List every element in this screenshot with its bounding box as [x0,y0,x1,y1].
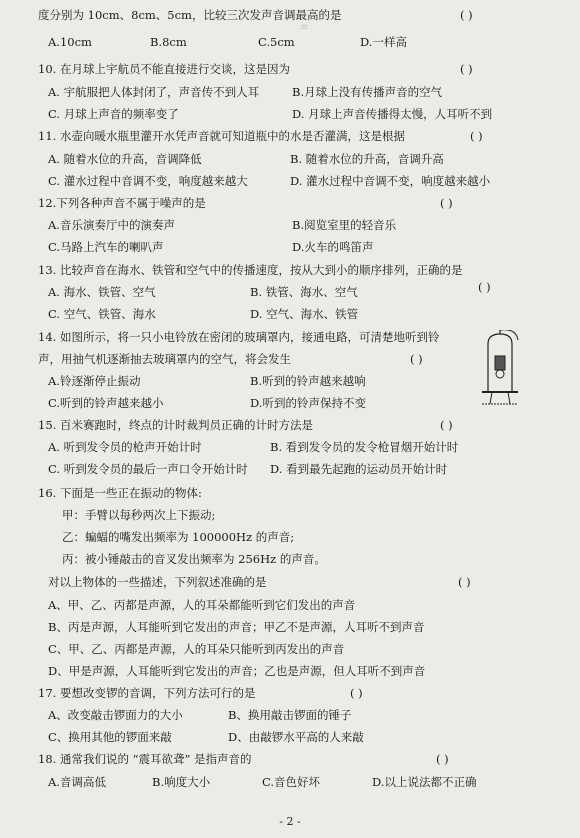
q12-stem: 12.下列各种声音不属于噪声的是 [38,196,206,210]
q10-option-a: A. 宇航服把人体封闭了，声音传不到人耳 [48,85,260,99]
q9-answer-paren[interactable]: ( ) [460,8,473,22]
q10-option-c: C. 月球上声音的频率变了 [48,107,179,121]
q12-option-c: C.马路上汽车的喇叭声 [48,240,164,254]
q16-answer-paren[interactable]: ( ) [458,575,471,589]
q14-option-b: B.听到的铃声越来越响 [250,374,366,388]
q10-stem: 10. 在月球上宇航员不能直接进行交谈，这是因为 [38,62,290,76]
q17-answer-paren[interactable]: ( ) [350,686,363,700]
q9-option-c: C.5cm [258,35,295,49]
q10-option-b: B.月球上没有传播声音的空气 [292,85,443,99]
q9-option-d: D.一样高 [360,35,407,49]
page-number: - 2 - [279,815,301,828]
q16-option-b: B、丙是声源，人耳能听到它发出的声音；甲乙不是声源，人耳听不到声音 [48,620,425,634]
q15-option-b: B. 看到发令员的发令枪冒烟开始计时 [270,440,459,454]
q13-answer-paren[interactable]: ( ) [478,280,491,294]
q12-answer-paren[interactable]: ( ) [440,196,453,210]
q14-answer-paren[interactable]: ( ) [410,352,423,366]
q13-option-c: C. 空气、铁管、海水 [48,307,156,321]
q13-option-b: B. 铁管、海水、空气 [250,285,358,299]
q17-option-b: B、换用敲击锣面的锤子 [228,708,352,722]
q11-answer-paren[interactable]: ( ) [470,129,483,143]
q9-stem: 度分别为 10cm、8cm、5cm，比较三次发声音调最高的是 [38,8,342,22]
q16-item-bing: 丙：被小锤敲击的音叉发出频率为 256Hz 的声音。 [62,552,326,566]
q16-option-c: C、甲、乙、丙都是声源，人的耳朵只能听到丙发出的声音 [48,642,345,656]
q9-option-b: B.8cm [150,35,187,49]
q18-option-a: A.音调高低 [48,775,106,789]
q16-item-yi: 乙：蝙蝠的嘴发出频率为 100000Hz 的声音; [62,530,295,544]
q11-option-b: B. 随着水位的升高，音调升高 [290,152,444,166]
q17-option-d: D、由敲锣水平高的人来敲 [228,730,364,744]
q15-answer-paren[interactable]: ( ) [440,418,453,432]
q12-option-a: A.音乐演奏厅中的演奏声 [48,218,175,232]
q18-option-d: D.以上说法都不正确 [372,775,477,789]
q12-option-d: D.火车的鸣笛声 [292,240,374,254]
q17-option-c: C、换用其他的锣面来敲 [48,730,172,744]
q14-option-a: A.铃逐渐停止振动 [48,374,141,388]
q17-stem: 17. 要想改变锣的音调，下列方法可行的是 [38,686,256,700]
q16-item-jia: 甲：手臂以每秒两次上下振动; [62,508,216,522]
q13-stem: 13. 比较声音在海水、铁管和空气中的传播速度，按从大到小的顺序排列，正确的是 [38,263,463,277]
show-through-text: ≡ [300,22,309,33]
q14-stem-line2: 声，用抽气机逐渐抽去玻璃罩内的空气，将会发生 [38,352,291,366]
q18-answer-paren[interactable]: ( ) [436,752,449,766]
q10-answer-paren[interactable]: ( ) [460,62,473,76]
q15-option-c: C. 听到发令员的最后一声口令开始计时 [48,462,248,476]
q16-question: 对以上物体的一些描述，下列叙述准确的是 [48,575,267,589]
q11-option-c: C. 灌水过程中音调不变，响度越来越大 [48,174,248,188]
q18-option-b: B.响度大小 [152,775,211,789]
q14-option-c: C.听到的铃声越来越小 [48,396,164,410]
bell-jar-illustration [480,330,520,410]
q13-option-a: A. 海水、铁管、空气 [48,285,156,299]
q15-option-d: D. 看到最先起跑的运动员开始计时 [270,462,448,476]
q16-stem: 16. 下面是一些正在振动的物体: [38,486,202,500]
q10-option-d: D. 月球上声音传播得太慢，人耳听不到 [292,107,493,121]
q16-option-d: D、甲是声源，人耳能听到它发出的声音；乙也是声源，但人耳听不到声音 [48,664,426,678]
q16-option-a: A、甲、乙、丙都是声源，人的耳朵都能听到它们发出的声音 [48,598,356,612]
q17-option-a: A、改变敲击锣面力的大小 [48,708,183,722]
q9-option-a: A.10cm [48,35,92,49]
q11-option-a: A. 随着水位的升高，音调降低 [48,152,202,166]
q15-option-a: A. 听到发令员的枪声开始计时 [48,440,202,454]
q18-option-c: C.音色好坏 [262,775,321,789]
q14-stem-line1: 14. 如图所示，将一只小电铃放在密闭的玻璃罩内，接通电路，可清楚地听到铃 [38,330,440,344]
q18-stem: 18. 通常我们说的 “震耳欲聋” 是指声音的 [38,752,252,766]
q11-stem: 11. 水壶向暖水瓶里灌开水凭声音就可知道瓶中的水是否灌满，这是根据 [38,129,405,143]
q14-option-d: D.听到的铃声保持不变 [250,396,366,410]
q15-stem: 15. 百米赛跑时，终点的计时裁判员正确的计时方法是 [38,418,313,432]
q11-option-d: D. 灌水过程中音调不变，响度越来越小 [290,174,491,188]
q12-option-b: B.阅览室里的轻音乐 [292,218,397,232]
q13-option-d: D. 空气、海水、铁管 [250,307,359,321]
